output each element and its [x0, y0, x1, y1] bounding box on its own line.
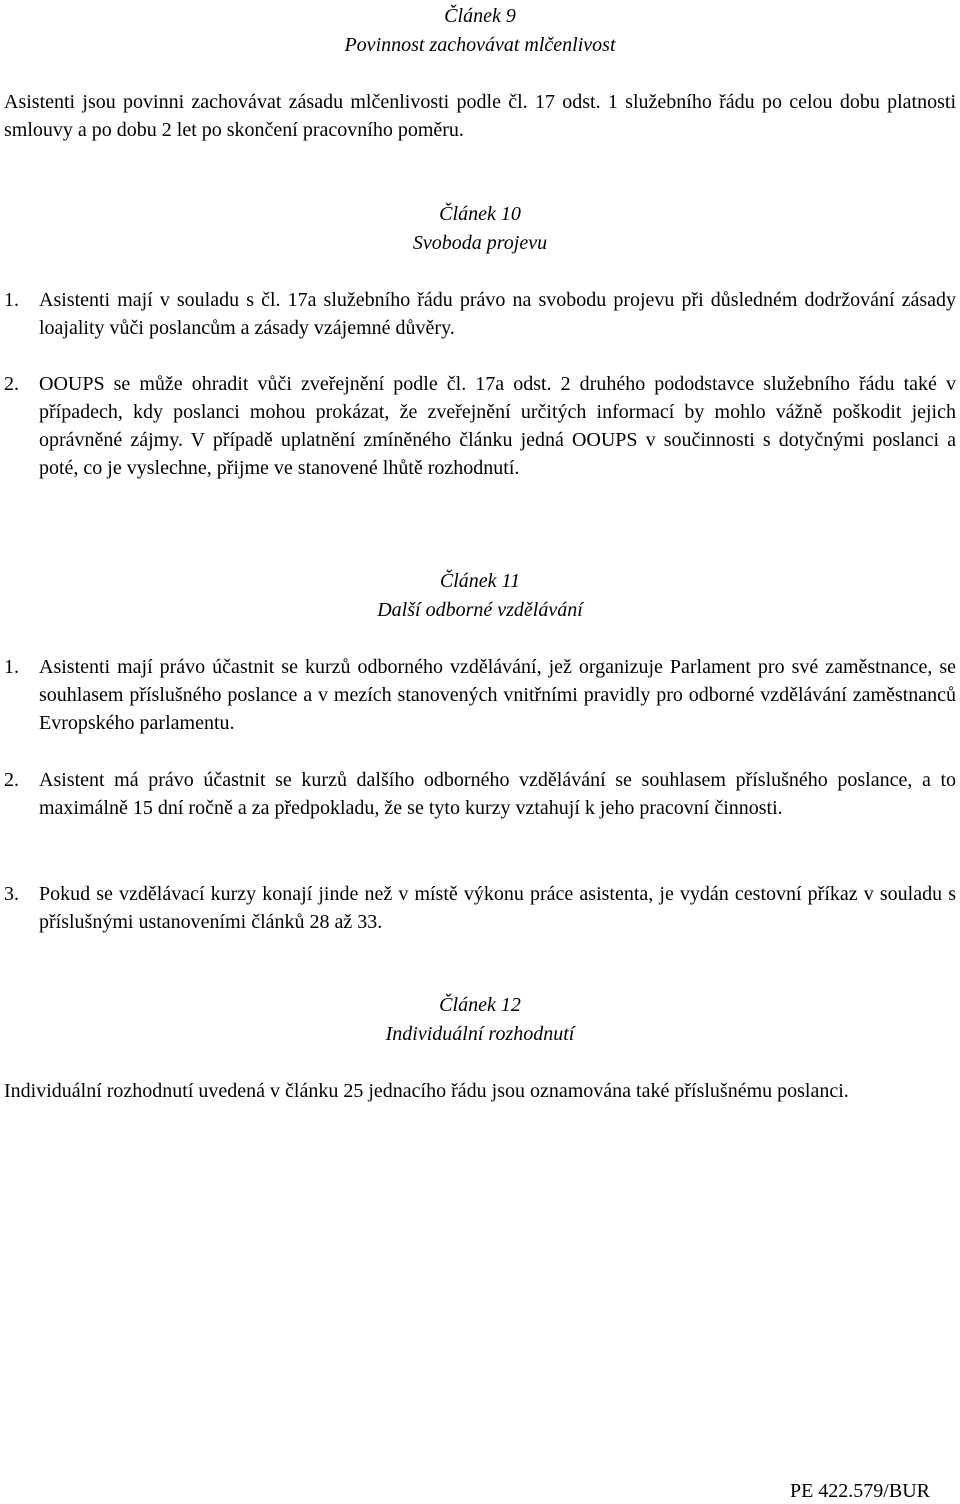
article-11-item-1: [4, 653, 956, 737]
item-text: Asistenti mají v souladu s čl. 17a služebního řádu právo na svobodu projevu při důsledném dodržování zásady loajality vůči poslancům a zásady vzájemné důvěry.: [39, 289, 956, 339]
article-11-item-2: [4, 766, 956, 822]
article-9-text: Asistenti jsou povinni zachovávat zásadu mlčenlivosti podle čl. 17 odst. 1 služebního řádu po celou dobu platnosti smlouvy a po dobu 2 let po skončení pracovního poměru.: [4, 91, 956, 141]
item-text: Asistenti mají právo účastnit se kurzů odborného vzdělávání, jež organizuje Parlament pro své zaměstnance, se souhlasem příslušného poslance a v mezích stanovených vnitřními pravidly pro odborné vzdělávání zaměstnanců Evropského parlamentu.: [39, 656, 956, 734]
article-10-title: Článek 10: [439, 203, 521, 225]
item-number: 1.: [4, 656, 19, 678]
item-text: Asistent má právo účastnit se kurzů dalšího odborného vzdělávání se souhlasem příslušného poslance, a to maximálně 15 dní ročně a za předpokladu, že se tyto kurzy vztahují k jeho pracovní činnosti.: [39, 769, 956, 819]
item-number: 3.: [4, 883, 19, 905]
article-11-heading: [0, 567, 960, 625]
article-12-text: Individuální rozhodnutí uvedená v článku 25 jednacího řádu jsou oznamována také příslušnému poslanci.: [4, 1080, 849, 1102]
article-10-heading: [0, 200, 960, 258]
article-12-title: Článek 12: [439, 994, 521, 1016]
item-text: Pokud se vzdělávací kurzy konají jinde než v místě výkonu práce asistenta, je vydán cestovní příkaz v souladu s příslušnými ustanoveními článků 28 až 33.: [39, 883, 956, 933]
article-10-subtitle: Svoboda projevu: [412, 232, 548, 254]
article-11-item-3: [4, 880, 956, 936]
item-number: 2.: [4, 769, 19, 791]
article-9-heading: [0, 2, 960, 60]
article-11-subtitle: Další odborné vzdělávání: [377, 599, 583, 621]
article-10-item-2: [4, 370, 956, 482]
item-number: 1.: [4, 289, 19, 311]
item-number: 2.: [4, 373, 19, 395]
article-11-title: Článek 11: [439, 570, 521, 592]
article-12-subtitle: Individuální rozhodnutí: [385, 1023, 575, 1045]
article-12-heading: [0, 991, 960, 1049]
document-reference: PE 422.579/BUR: [789, 1480, 930, 1502]
article-9-subtitle: Povinnost zachovávat mlčenlivost: [344, 34, 616, 56]
article-10-item-1: [4, 286, 956, 342]
item-text: OOUPS se může ohradit vůči zveřejnění podle čl. 17a odst. 2 druhého pododstavce služebního řádu také v případech, kdy poslanci mohou prokázat, že zveřejnění určitých informací by mohlo vážně poškodit jejich oprávněné zájmy. V případě uplatnění zmíněného článku jedná OOUPS v součinnosti s dotyčnými poslanci a poté, co je vyslechne, přijme ve stanovené lhůtě rozhodnutí.: [39, 373, 956, 479]
article-9-title: Článek 9: [444, 5, 516, 27]
